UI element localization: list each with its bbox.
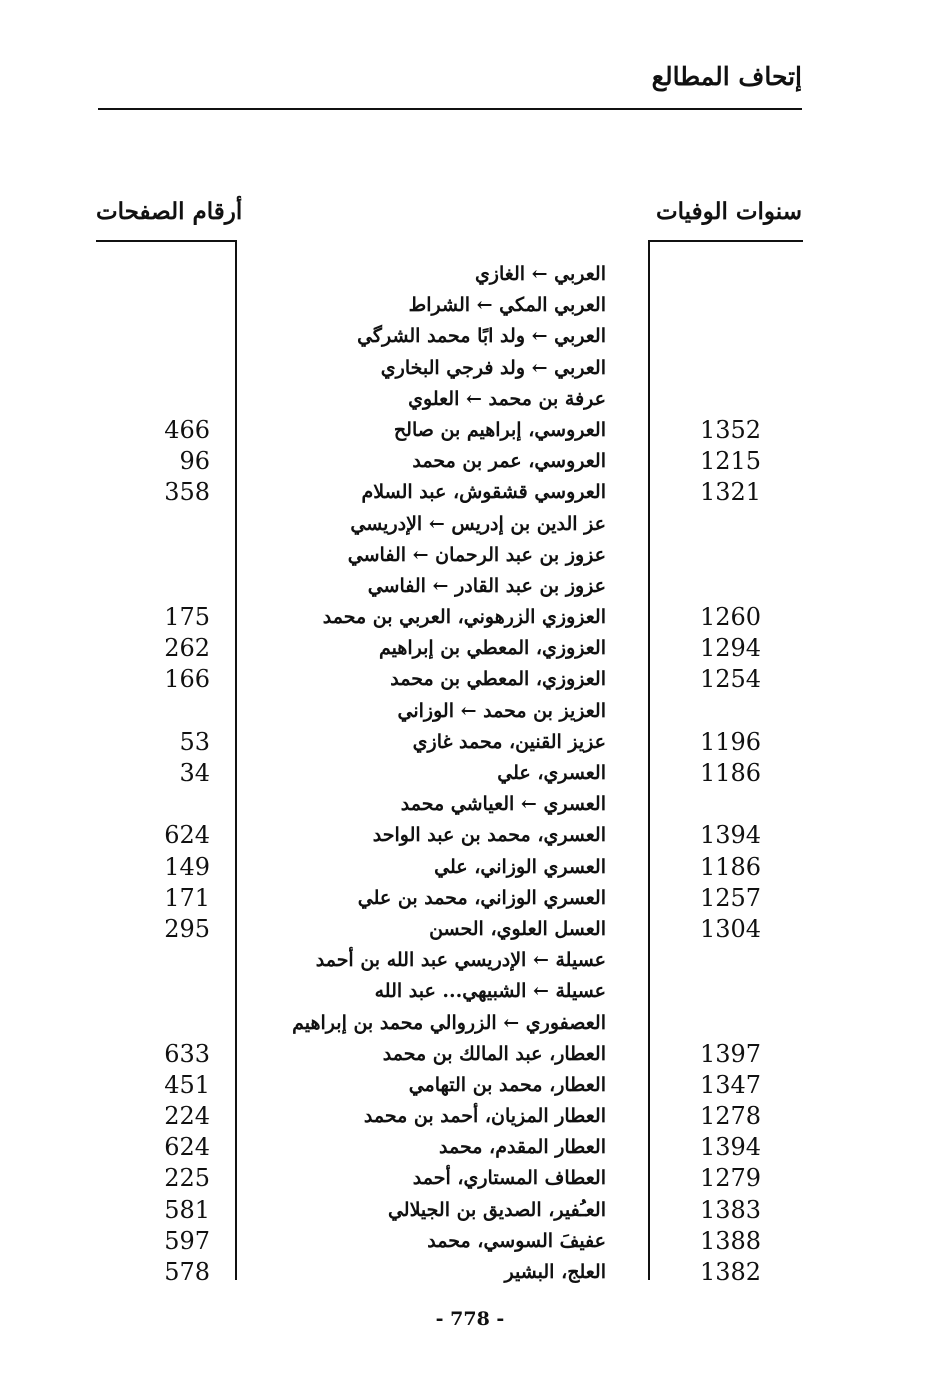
page-number-cell: 624 — [164, 1133, 210, 1162]
header-rule — [98, 108, 802, 110]
death-year-cell: 1196 — [700, 727, 762, 756]
entry-name: العزوزي الزرهوني، العربي بن محمد — [322, 606, 606, 629]
death-year-cell: 1321 — [700, 478, 762, 507]
death-year-cell: 1186 — [700, 852, 762, 881]
column-header-years: سنوات الوفيات — [655, 198, 802, 225]
entry-name: العطار، محمد بن التهامي — [408, 1073, 606, 1096]
index-entry-row — [0, 1132, 940, 1163]
index-entry-row — [0, 602, 940, 633]
index-entry-row — [0, 633, 940, 664]
entry-name: العروسي، إبراهيم بن صالح — [393, 418, 606, 441]
entry-name: العسري الوزاني، علي — [434, 855, 606, 878]
index-entry-row — [0, 477, 940, 508]
entry-name: العربي ← ولد فرجي البخاري — [380, 356, 606, 379]
index-entry-row — [0, 321, 940, 352]
entry-name: العروسي قشقوش، عبد السلام — [361, 481, 606, 504]
index-entry-row — [0, 820, 940, 851]
index-entry-row — [0, 290, 940, 321]
entry-name: عزيز القنين، محمد غازي — [412, 730, 606, 753]
entry-name: العربي المكي ← الشراط — [408, 294, 606, 317]
index-entry-row — [0, 1101, 940, 1132]
page-number-cell: 597 — [164, 1226, 210, 1255]
page-number-cell: 224 — [164, 1102, 210, 1131]
death-year-cell: 1394 — [700, 1133, 762, 1162]
page-number-cell: 53 — [179, 727, 210, 756]
death-year-cell: 1294 — [700, 634, 762, 663]
index-entry-row — [0, 259, 940, 290]
index-entries — [0, 259, 940, 1288]
index-entry-row — [0, 664, 940, 695]
entry-name: العسل العلوي، الحسن — [429, 917, 606, 940]
page-number-cell: 171 — [164, 883, 210, 912]
index-entry-row — [0, 1008, 940, 1039]
column-header-pages: أرقام الصفحات — [96, 198, 243, 225]
entry-name: عسيلة ← الشبيهي... عبد الله — [374, 980, 606, 1003]
page-number-cell: 358 — [164, 478, 210, 507]
entry-name: العسري، محمد بن عبد الواحد — [372, 824, 606, 847]
index-entry-row — [0, 384, 940, 415]
index-entry-row — [0, 1257, 940, 1288]
index-entry-row — [0, 1039, 940, 1070]
entry-name: العسري ← العياشي محمد — [400, 793, 606, 816]
index-entry-row — [0, 446, 940, 477]
entry-name: العطار المقدم، محمد — [439, 1136, 606, 1159]
death-year-cell: 1215 — [700, 447, 762, 476]
index-entry-row — [0, 852, 940, 883]
death-year-cell: 1382 — [700, 1258, 762, 1286]
death-year-cell: 1394 — [700, 821, 762, 850]
index-entry-row — [0, 509, 940, 540]
entry-name: العصفوري ← الزروالي محمد بن إبراهيم — [292, 1011, 606, 1034]
page-number-cell: 451 — [164, 1070, 210, 1099]
index-entry-row — [0, 727, 940, 758]
death-year-cell: 1352 — [700, 415, 762, 444]
entry-name: العلج، البشير — [504, 1261, 606, 1283]
death-year-cell: 1347 — [700, 1070, 762, 1099]
index-entry-row — [0, 696, 940, 727]
index-entry-row — [0, 758, 940, 789]
death-year-cell: 1254 — [700, 665, 762, 694]
entry-name: عزوز بن عبد الرحمان ← الفاسي — [347, 543, 606, 566]
index-entry-row — [0, 1163, 940, 1194]
entry-name: العربي ← الغازي — [474, 263, 606, 285]
index-entry-row — [0, 415, 940, 446]
entry-name: العطاف المستاري، أحمد — [412, 1167, 606, 1190]
entry-name: عرفة بن محمد ← العلوي — [408, 387, 606, 410]
page-number-cell: 262 — [164, 634, 210, 663]
page-number-cell: 624 — [164, 821, 210, 850]
death-year-cell: 1257 — [700, 883, 762, 912]
entry-name: عز الدين بن إدريس ← الإدريسي — [350, 512, 606, 535]
entry-name: العزيز بن محمد ← الوزاني — [397, 699, 606, 722]
death-year-cell: 1304 — [700, 914, 762, 943]
index-entry-row — [0, 883, 940, 914]
index-entry-row — [0, 1070, 940, 1101]
death-year-cell: 1397 — [700, 1039, 762, 1068]
death-year-cell: 1388 — [700, 1226, 762, 1255]
entry-name: العزوزي، المعطي بن إبراهيم — [378, 637, 606, 660]
entry-name: العـُفير، الصديق بن الجيلالي — [387, 1198, 606, 1221]
death-year-cell: 1278 — [700, 1102, 762, 1131]
page-number-cell: 166 — [164, 665, 210, 694]
entry-name: العسري، علي — [497, 762, 606, 784]
page-number-cell: 175 — [164, 603, 210, 632]
death-year-cell: 1260 — [700, 603, 762, 632]
index-entry-row — [0, 540, 940, 571]
entry-name: عسيلة ← الإدريسي عبد الله بن أحمد — [315, 949, 606, 972]
entry-name: عزوز بن عبد القادر ← الفاسي — [367, 574, 606, 597]
page-number-cell: 633 — [164, 1039, 210, 1068]
index-entry-row — [0, 571, 940, 602]
index-entry-row — [0, 1226, 940, 1257]
death-year-cell: 1279 — [700, 1164, 762, 1193]
entry-name: العطار، عبد المالك بن محمد — [382, 1042, 606, 1065]
page-number: - 778 - — [435, 1308, 505, 1330]
index-entry-row — [0, 976, 940, 1007]
entry-name: العربي ← ولد ابًا محمد الشرگي — [357, 325, 606, 348]
index-entry-row — [0, 353, 940, 384]
entry-name: العروسي، عمر بن محمد — [412, 450, 606, 473]
page-number-cell: 34 — [179, 759, 210, 787]
entry-name: العسري الوزاني، محمد بن علي — [357, 886, 606, 909]
index-entry-row — [0, 789, 940, 820]
entry-name: عفيفَ السوسي، محمد — [427, 1229, 606, 1252]
death-year-cell: 1186 — [700, 759, 762, 787]
index-entry-row — [0, 945, 940, 976]
page-number-cell: 96 — [179, 447, 210, 476]
page-number-cell: 466 — [164, 415, 210, 444]
page-number-cell: 295 — [164, 914, 210, 943]
entry-name: العزوزي، المعطي بن محمد — [390, 668, 606, 691]
page-number-cell: 581 — [164, 1195, 210, 1224]
entry-name: العطار المزيان، أحمد بن محمد — [363, 1105, 606, 1128]
page-number-cell: 225 — [164, 1164, 210, 1193]
index-entry-row — [0, 914, 940, 945]
page-number-cell: 578 — [164, 1258, 210, 1286]
page-number-cell: 149 — [164, 852, 210, 881]
death-year-cell: 1383 — [700, 1195, 762, 1224]
index-entry-row — [0, 1195, 940, 1226]
running-head-title: إتحاف المطالع — [651, 62, 802, 91]
